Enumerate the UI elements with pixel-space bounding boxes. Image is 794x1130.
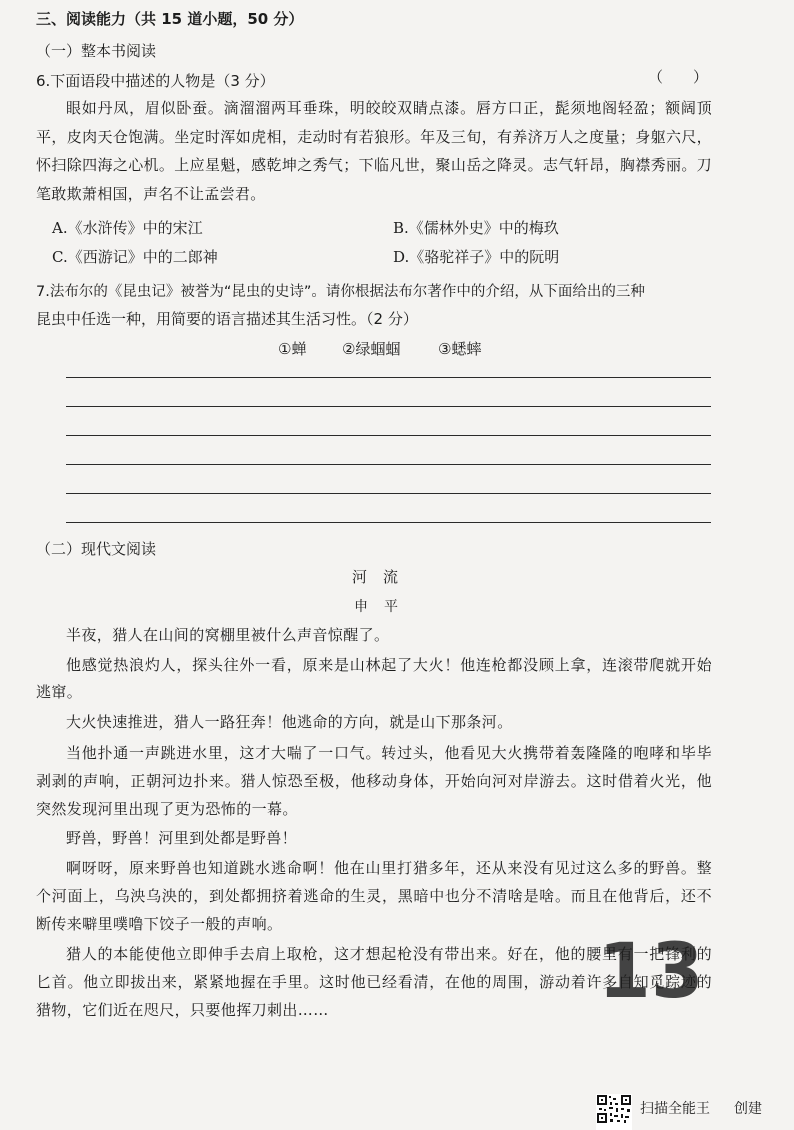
article-paragraph: 当他扑通一声跳进水里，这才大喘了一口气。转过头，他看见大火携带着轰隆隆的咆哮和毕毕剥剥的声响，正朝河边扑来。猎人惊恐至极，他移动身体，开始向河对岸游去。这时借着火光，他突然发现河里出现了更为恐怖的一幕。 bbox=[36, 744, 712, 818]
q7-choice-1: ①蝉 bbox=[278, 340, 307, 358]
part2-title: （二）现代文阅读 bbox=[36, 540, 157, 558]
part1-title: （一）整本书阅读 bbox=[36, 42, 157, 60]
section-header: 三、阅读能力（共 15 道小题，50 分） bbox=[36, 10, 304, 28]
article-paragraph: 野兽，野兽！河里到处都是野兽！ bbox=[66, 829, 298, 847]
q6-passage: 眼如丹凤，眉似卧蚕。滴溜溜两耳垂珠，明皎皎双睛点漆。唇方口正，髭须地阁轻盈；额阔顶平，皮肉天仓饱满。坐定时浑如虎相，走动时有若狼形。年及三旬，有养济万人之度量；身躯六尺，怀扫除四海之心机。上应星魁，感乾坤之秀气；下临凡世，聚山岳之降灵。志气轩昂，胸襟秀丽。刀笔敢欺萧相国，声名不让孟尝君。 bbox=[36, 99, 712, 203]
answer-line[interactable] bbox=[66, 406, 711, 407]
qr-code-icon bbox=[596, 1094, 632, 1130]
article-paragraph: 大火快速推进，猎人一路狂奔！他逃命的方向，就是山下那条河。 bbox=[66, 713, 513, 731]
article-paragraph: 半夜，猎人在山间的窝棚里被什么声音惊醒了。 bbox=[66, 626, 390, 644]
q6-option-b: B.《儒林外史》中的梅玖 bbox=[393, 219, 559, 237]
footer-action: 创建 bbox=[734, 1101, 762, 1117]
page-number: 13 bbox=[598, 926, 704, 1015]
q7-choice-2: ②绿蝈蝈 bbox=[342, 340, 401, 358]
answer-line[interactable] bbox=[66, 493, 711, 494]
answer-line[interactable] bbox=[66, 464, 711, 465]
article-author: 申平 bbox=[354, 599, 414, 615]
q7-choice-3: ③蟋蟀 bbox=[438, 340, 482, 358]
article-paragraph: 猎人的本能使他立即伸手去肩上取枪，这才想起枪没有带出来。好在，他的腰里有一把锋利的匕首。他立即拔出来，紧紧地握在手里。这时他已经看清，在他的周围，游动着许多自知觅踪迹的猎物，它们近在咫尺，只要他挥刀刺出…… bbox=[36, 945, 712, 1019]
q7-stem-line2: 昆虫中任选一种，用简要的语言描述其生活习性。（2 分） bbox=[36, 310, 418, 328]
q7-stem-line1: 7.法布尔的《昆虫记》被誉为“昆虫的史诗”。请你根据法布尔著作中的介绍，从下面给出的三种 bbox=[36, 284, 645, 300]
article-paragraph: 他感觉热浪灼人，探头往外一看，原来是山林起了大火！他连枪都没顾上拿，连滚带爬就开始逃窜。 bbox=[36, 656, 712, 701]
answer-line[interactable] bbox=[66, 377, 711, 378]
answer-line[interactable] bbox=[66, 522, 711, 523]
answer-line[interactable] bbox=[66, 435, 711, 436]
q6-stem: 6.下面语段中描述的人物是（3 分） bbox=[36, 72, 275, 90]
q6-option-c: C.《西游记》中的二郎神 bbox=[52, 248, 218, 266]
article-title: 河流 bbox=[352, 568, 415, 586]
article-paragraph: 啊呀呀，原来野兽也知道跳水逃命啊！他在山里打猎多年，还从来没有见过这么多的野兽。整个河面上，乌泱乌泱的，到处都拥挤着逃命的生灵，黑暗中也分不清啥是啥。而且在他背后，还不断传来噼里噗噜下饺子一般的声响。 bbox=[36, 859, 712, 933]
footer-brand: 扫描全能王 bbox=[640, 1101, 710, 1117]
q6-option-d: D.《骆驼祥子》中的阮明 bbox=[393, 248, 560, 266]
q6-option-a: A.《水浒传》中的宋江 bbox=[52, 219, 203, 237]
q6-answer-bracket: （ ） bbox=[648, 68, 709, 86]
